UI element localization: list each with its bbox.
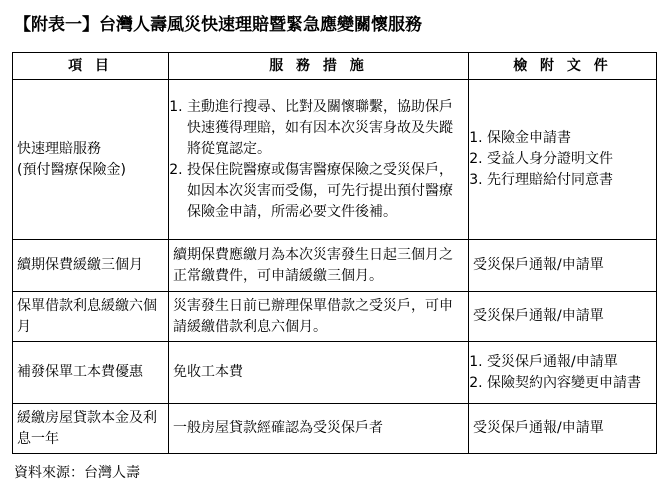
table-row — [13, 292, 657, 342]
row-measures: 免收工本費 — [169, 342, 469, 404]
row-item: 補發保單工本費優惠 — [13, 342, 169, 404]
table-row — [13, 342, 657, 404]
list-item: 3. 先行理賠給付同意書 — [487, 170, 652, 191]
row-documents — [469, 342, 657, 404]
documents-list — [473, 352, 652, 394]
list-item: 2. 投保住院醫療或傷害醫療保險之受災保戶，如因本次災害而受傷，可先行提出預付醫療保險金申請，所需必要文件後補。 — [187, 160, 464, 223]
page-title: 【附表一】台灣人壽風災快速理賠暨緊急應變關懷服務 — [14, 15, 422, 35]
list-item: 1. 保險金申請書 — [487, 128, 652, 149]
row-measures — [169, 80, 469, 240]
row-item-label: 快速理賠服務 (預付醫療保險金) — [17, 140, 126, 178]
row-measures: 災害發生日前已辦理保單借款之受災戶，可申請緩繳借款利息六個月。 — [169, 292, 469, 342]
service-table — [12, 52, 657, 454]
list-item: 1. 主動進行搜尋、比對及關懷聯繫，協助保戶快速獲得理賠，如有因本次災害身故及失蹤將從寬認定。 — [187, 97, 464, 160]
documents-list — [473, 128, 652, 191]
row-documents — [469, 80, 657, 240]
source-note: 資料來源：台灣人壽 — [14, 465, 140, 481]
list-item: 2. 保險契約內容變更申請書 — [487, 373, 652, 394]
list-item: 1. 受災保戶通報/申請單 — [487, 352, 652, 373]
table-row — [13, 80, 657, 240]
header-item: 項 目 — [13, 53, 169, 80]
header-measures: 服 務 措 施 — [169, 53, 469, 80]
measures-list — [173, 97, 464, 223]
table-row — [13, 404, 657, 454]
table-header-row — [13, 53, 657, 80]
row-documents: 受災保戶通報/申請單 — [469, 292, 657, 342]
header-documents: 檢 附 文 件 — [469, 53, 657, 80]
row-measures: 續期保費應繳月為本次災害發生日起三個月之正常繳費件，可申請緩繳三個月。 — [169, 240, 469, 292]
row-item: 保單借款利息緩繳六個月 — [13, 292, 169, 342]
row-item: 續期保費緩繳三個月 — [13, 240, 169, 292]
row-documents: 受災保戶通報/申請單 — [469, 404, 657, 454]
table-row — [13, 240, 657, 292]
row-documents: 受災保戶通報/申請單 — [469, 240, 657, 292]
list-item: 2. 受益人身分證明文件 — [487, 149, 652, 170]
row-measures: 一般房屋貸款經確認為受災保戶者 — [169, 404, 469, 454]
row-item — [13, 80, 169, 240]
row-item: 緩繳房屋貸款本金及利息一年 — [13, 404, 169, 454]
